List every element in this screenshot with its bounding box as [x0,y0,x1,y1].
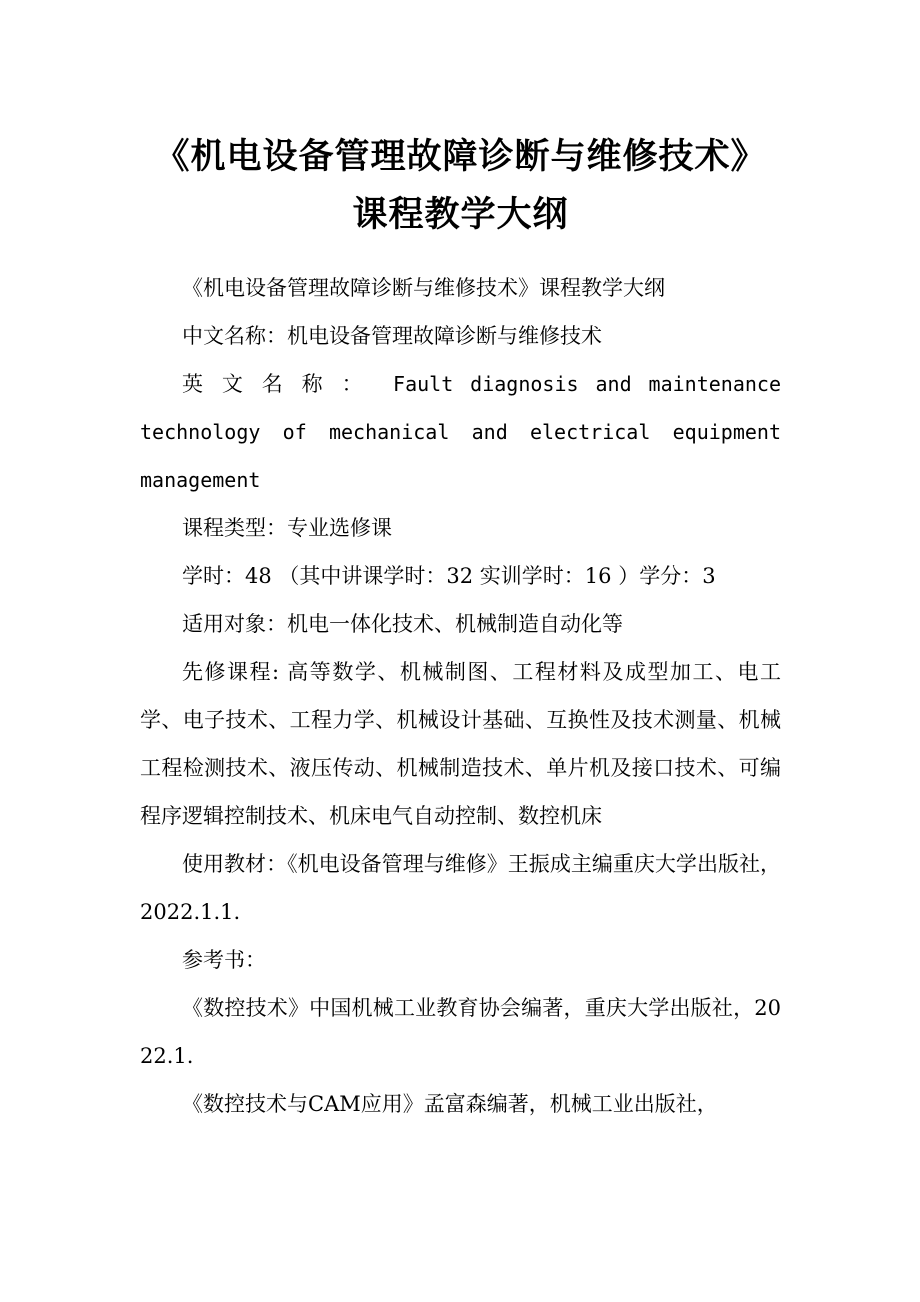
chinese-name-paragraph: 中文名称：机电设备管理故障诊断与维修技术 [182,324,602,348]
document-title: 《机电设备管理故障诊断与维修技术》课程教学大纲 [154,137,767,235]
document-page [140,0,781,1128]
textbook-paragraph: 使用教材：《机电设备管理与维修》王振成主编重庆大学出版社，2022.1.1. [140,852,781,924]
audience-paragraph: 适用对象：机电一体化技术、机械制造自动化等 [182,612,623,636]
intro-paragraph: 《机电设备管理故障诊断与维修技术》课程教学大纲 [182,276,665,300]
references-label: 参考书： [182,948,266,972]
english-name-label: 英文名称： [182,372,382,396]
document-body [140,264,781,1128]
english-name-paragraph [140,360,781,504]
hours-paragraph: 学时：48 （其中讲课学时：32 实训学时：16 ）学分：3 [182,564,716,588]
reference-item: 《数控技术与CAM应用》孟富森编著，机械工业出版社， [182,1092,718,1116]
reference-item: 《数控技术》中国机械工业教育协会编著，重庆大学出版社，2022.1. [140,996,781,1068]
english-name-value: Fault diagnosis and maintenance technology of mechanical and electrical equipment management [140,372,781,492]
prerequisites-paragraph: 先修课程: 高等数学、机械制图、工程材料及成型加工、电工学、电子技术、工程力学、机械设计基础、互换性及技术测量、机械工程检测技术、液压传动、机械制造技术、单片机及接口技术、可编程序逻辑控制技术、机床电气自动控制、数控机床 [140,660,781,828]
course-type-paragraph: 课程类型：专业选修课 [182,516,392,540]
